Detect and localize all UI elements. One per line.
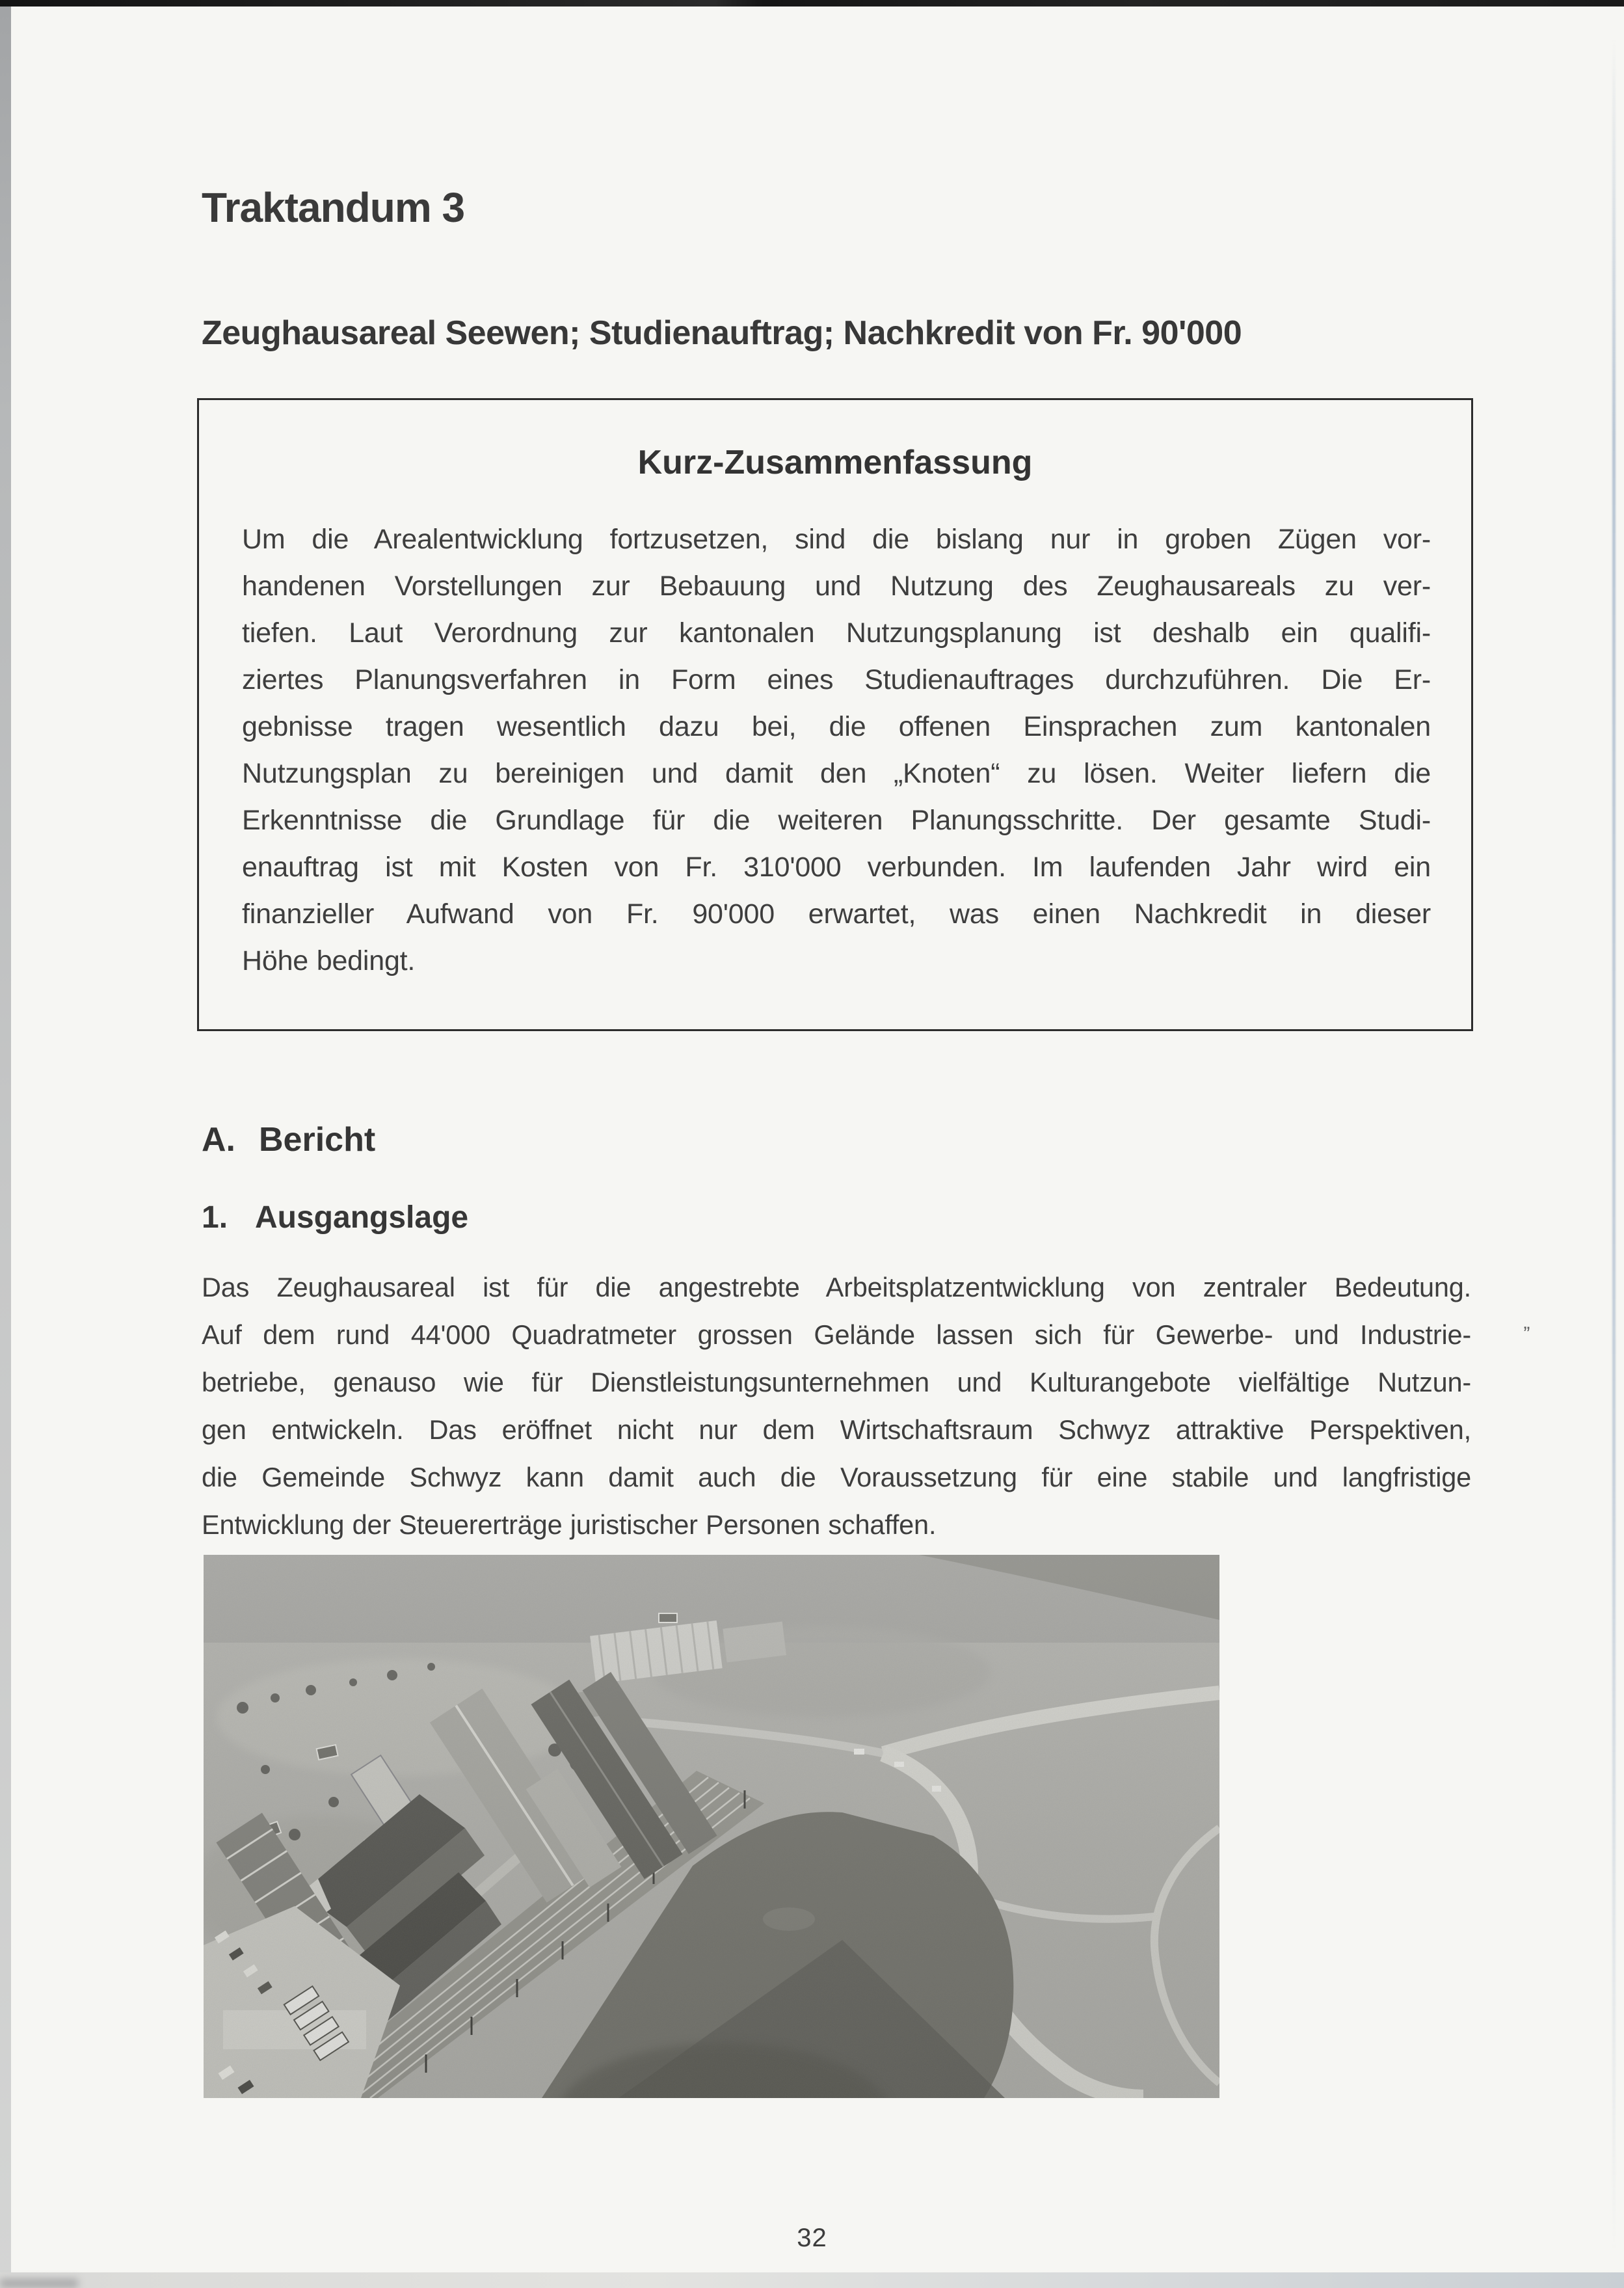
agenda-item-heading: Traktandum 3 xyxy=(202,184,465,231)
section-title: Bericht xyxy=(259,1121,376,1159)
text-line: handenen Vorstellungen zur Bebauung und Nutzung des Zeughausareals zu ver- xyxy=(242,571,1431,602)
scan-edge-top xyxy=(0,0,1624,7)
document-title: Zeughausareal Seewen; Studienauftrag; Nachkredit von Fr. 90'000 xyxy=(202,314,1242,352)
text-line: Höhe bedingt. xyxy=(242,945,416,976)
page-number: 32 xyxy=(797,2224,827,2252)
text-line: Entwicklung der Steuererträge juristischer Personen schaffen. xyxy=(202,1509,937,1540)
text-line: Das Zeughausareal ist für die angestrebte Arbeitsplatzentwicklung von zentraler Bedeutung. xyxy=(202,1272,1471,1302)
text-line: Um die Arealentwicklung fortzusetzen, sind die bislang nur in groben Zügen vor- xyxy=(242,524,1431,555)
aerial-photo-image xyxy=(204,1555,1219,2098)
text-line: betriebe, genauso wie für Dienstleistungsunternehmen und Kulturangebote vielfältige Nutzun- xyxy=(202,1367,1471,1397)
scan-edge-left xyxy=(0,5,11,2288)
text-line: finanzieller Aufwand von Fr. 90'000 erwartet, was einen Nachkredit in dieser xyxy=(242,898,1431,930)
summary-box xyxy=(197,398,1473,1031)
text-line: ziertes Planungsverfahren in Form eines Studienauftrages durchzuführen. Die Er- xyxy=(242,664,1431,695)
text-line: tiefen. Laut Verordnung zur kantonalen Nutzungsplanung ist deshalb ein qualifi- xyxy=(242,617,1431,649)
subsection-title: Ausgangslage xyxy=(255,1200,469,1235)
body-paragraph xyxy=(202,1263,1471,1548)
text-line: enauftrag ist mit Kosten von Fr. 310'000 verbunden. Im laufenden Jahr wird ein xyxy=(242,852,1431,883)
text-line: Nutzungsplan zu bereinigen und damit den „Knoten“ zu lösen. Weiter liefern die xyxy=(242,758,1431,789)
text-line: gebnisse tragen wesentlich dazu bei, die offenen Einsprachen zum kantonalen xyxy=(242,711,1431,742)
scan-artifact-mark: ” xyxy=(1523,1323,1530,1345)
summary-box-heading: Kurz-Zusammenfassung xyxy=(637,444,1033,481)
summary-box-text xyxy=(242,516,1431,984)
text-line: die Gemeinde Schwyz kann damit auch die Voraussetzung für eine stabile und langfristige xyxy=(202,1462,1471,1492)
subsection-number: 1. xyxy=(202,1200,228,1235)
aerial-photo xyxy=(204,1555,1219,2098)
scan-edge-right xyxy=(1612,39,1616,2251)
section-number: A. xyxy=(202,1121,235,1159)
text-line: gen entwickeln. Das eröffnet nicht nur dem Wirtschaftsraum Schwyz attraktive Perspektiven, xyxy=(202,1414,1471,1445)
section-heading-bericht xyxy=(202,1120,375,1159)
subsection-heading-ausgangslage xyxy=(202,1200,468,1235)
text-line: Auf dem rund 44'000 Quadratmeter grossen Gelände lassen sich für Gewerbe- und Industrie- xyxy=(202,1319,1471,1350)
scan-edge-smudge xyxy=(0,2279,78,2288)
scan-edge-bottom xyxy=(0,2272,1624,2288)
text-line: Erkenntnisse die Grundlage für die weiteren Planungsschritte. Der gesamte Studi- xyxy=(242,805,1431,836)
